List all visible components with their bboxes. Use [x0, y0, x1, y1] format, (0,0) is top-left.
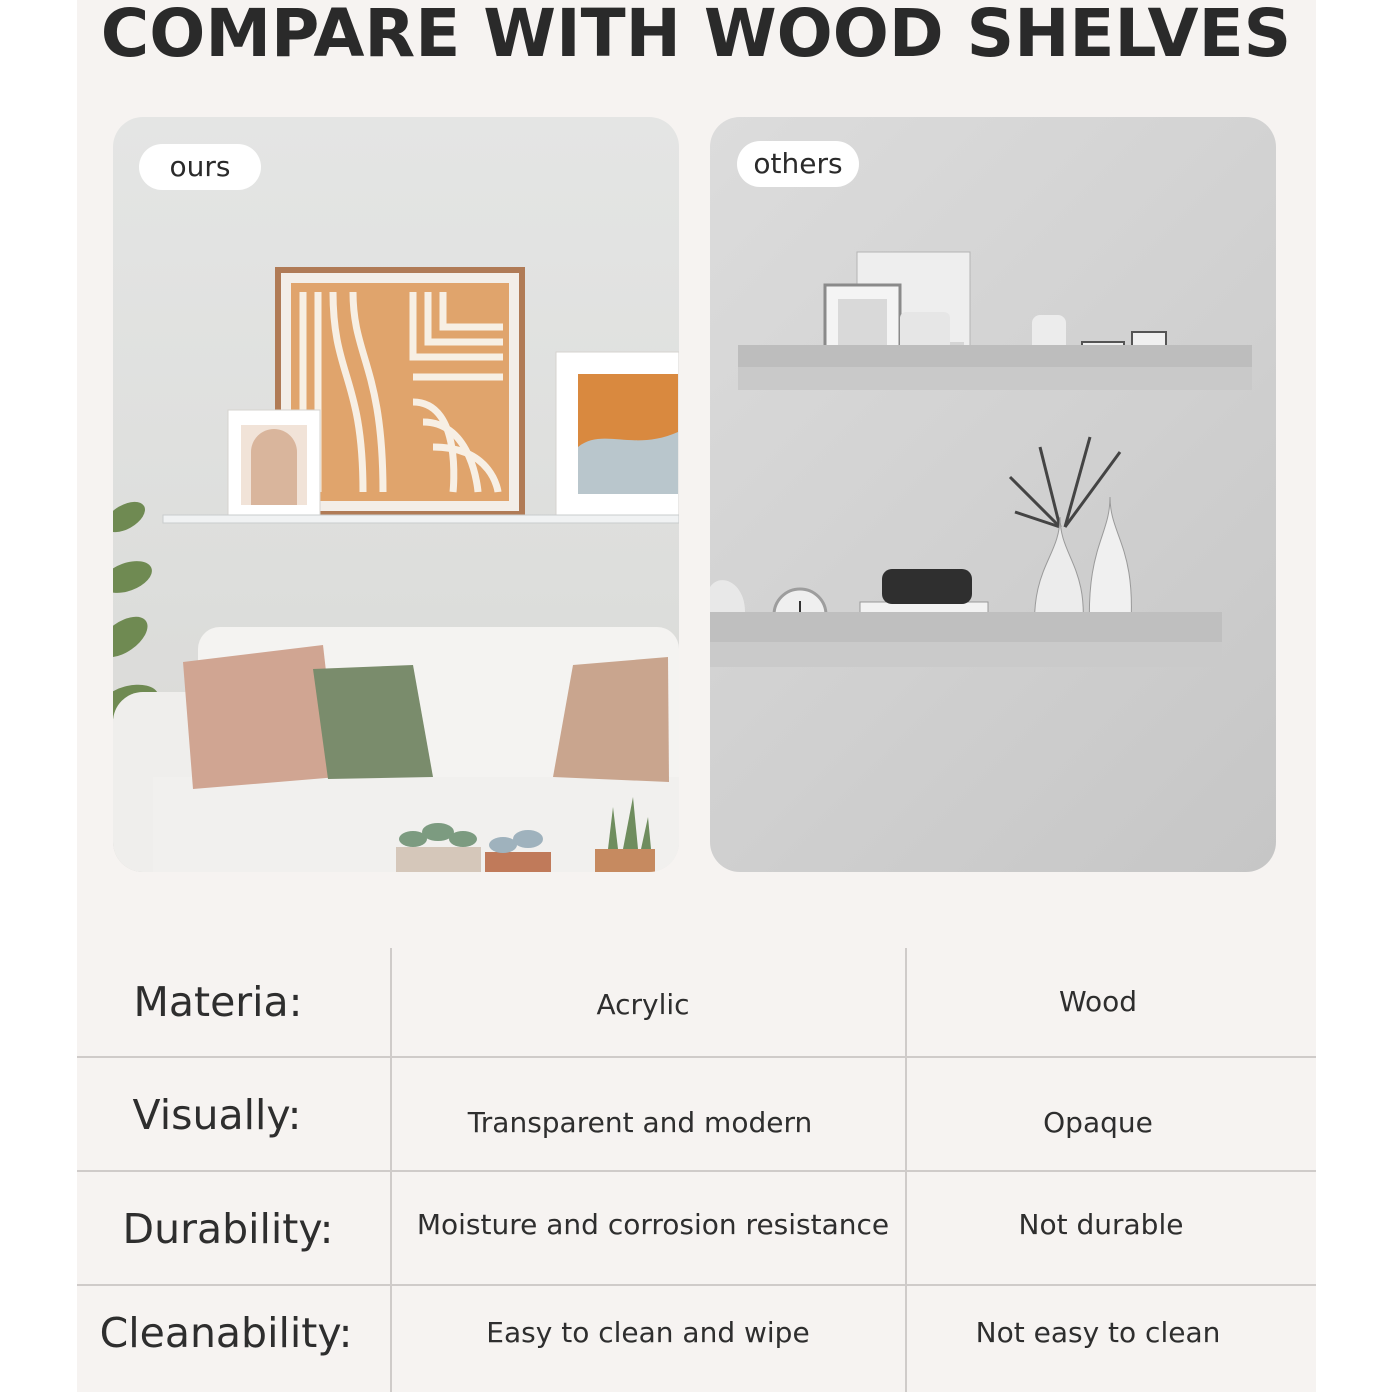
row-label-visually: Visually:: [132, 1091, 302, 1139]
wood-shelf-scene: [710, 117, 1276, 872]
cell-ours-visually: Transparent and modern: [467, 1106, 813, 1139]
palm-plant: [1010, 437, 1120, 527]
cell-others-cleanability: Not easy to clean: [975, 1316, 1221, 1349]
cell-others-durability: Not durable: [1018, 1208, 1184, 1241]
ours-photo: [113, 117, 679, 872]
cell-ours-cleanability: Easy to clean and wipe: [486, 1316, 810, 1349]
black-box: [882, 569, 972, 604]
cell-others-material: Wood: [1058, 985, 1138, 1018]
cell-ours-material: Acrylic: [596, 988, 690, 1021]
row-label-cleanability: Cleanability:: [99, 1309, 353, 1357]
row-divider: [77, 1284, 1316, 1286]
ours-label: ours: [139, 144, 261, 190]
row-label-durability: Durability:: [122, 1205, 334, 1253]
cell-others-visually: Opaque: [1043, 1106, 1153, 1139]
others-label: others: [737, 141, 859, 187]
row-divider: [77, 1170, 1316, 1172]
row-divider: [77, 1056, 1316, 1058]
pink-cushion: [183, 645, 338, 789]
page-title: COMPARE WITH WOOD SHELVES: [100, 0, 1292, 72]
green-cushion: [313, 665, 433, 779]
acrylic-shelf-scene: [113, 117, 679, 872]
row-label-material: Materia:: [133, 978, 303, 1026]
plant-illustration: [113, 496, 162, 726]
others-photo: [710, 117, 1276, 872]
cell-ours-durability: Moisture and corrosion resistance: [416, 1208, 890, 1241]
acrylic-shelf: [163, 515, 679, 523]
